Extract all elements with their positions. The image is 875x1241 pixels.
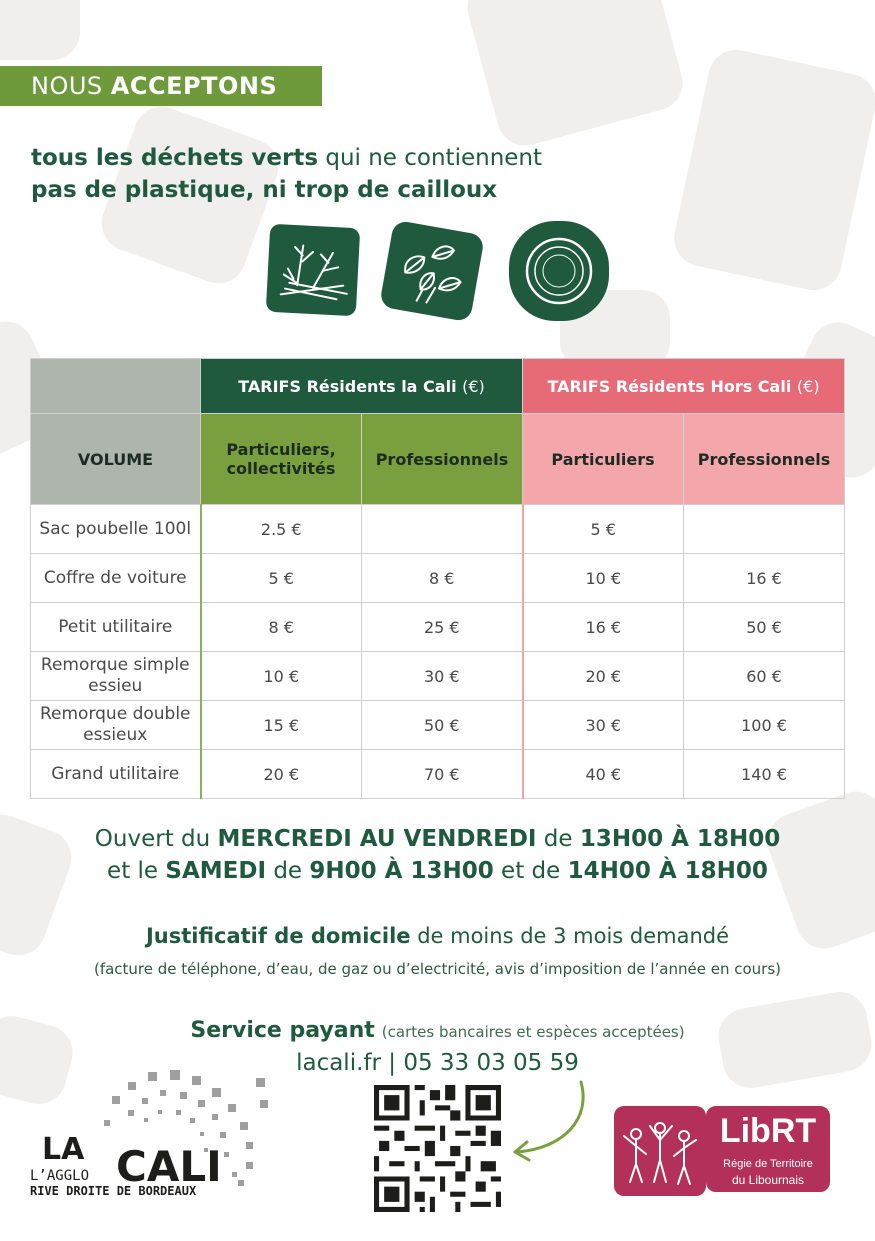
arrow-icon [505,1078,595,1168]
price-cell: 16 € [684,554,845,603]
justificatif-line [0,924,875,948]
hours-time: 13H00 À 18H00 [579,826,781,852]
volume-label: Coffre de voiture [31,554,201,603]
justificatif-rest: de moins de 3 mois demandé [410,924,730,948]
price-cell: 5 € [201,554,362,603]
table-row [31,505,845,554]
background-shape [0,0,80,60]
contact-line[interactable]: lacali.fr | 05 33 03 05 59 [296,1050,579,1076]
lacali-rive: RIVE DROITE DE BORDEAUX [30,1184,197,1198]
price-cell: 70 € [362,750,523,799]
price-cell: 8 € [362,554,523,603]
qr-code[interactable] [374,1085,501,1212]
banner-bold: ACCEPTONS [110,72,278,100]
price-cell: 30 € [362,652,523,701]
table-corner [31,359,201,414]
volume-label: Petit utilitaire [31,603,201,652]
col-professionnels-hors: Professionnels [684,414,845,505]
price-cell: 20 € [523,652,684,701]
col-particuliers-cali: Particuliers, collectivités [201,414,362,505]
tree-log-icon [509,221,609,321]
table-row [31,750,845,799]
price-cell: 40 € [523,750,684,799]
currency-label: (€) [462,376,485,396]
price-cell: 50 € [684,603,845,652]
volume-label: Remorque double essieux [31,701,201,750]
price-cell: 25 € [362,603,523,652]
intro-rest-1: qui ne contiennent [318,145,543,171]
table-row [31,554,845,603]
service-bold: Service payant [190,1018,375,1043]
lacali-cali: CALI [116,1142,222,1191]
price-cell: 20 € [201,750,362,799]
justificatif-bold: Justificatif de domicile [145,924,411,948]
intro-text [31,142,542,206]
hours-days: MERCREDI AU VENDREDI [217,826,537,852]
price-cell [362,505,523,554]
table-row [31,652,845,701]
volume-label: Grand utilitaire [31,750,201,799]
lacali-logo [20,1060,280,1210]
leaves-icon [379,220,485,323]
group-header-hors [523,359,845,414]
intro-line-1 [31,142,542,174]
intro-bold-1: tous les déchets verts [31,145,319,171]
price-cell: 8 € [201,603,362,652]
intro-bold-2: pas de plastique, ni trop de cailloux [31,177,498,203]
price-cell: 100 € [684,701,845,750]
hours-text: de [536,826,580,852]
group-header-lacali [201,359,523,414]
justificatif-note: (facture de téléphone, d’eau, de gaz ou d’electricité, avis d’imposition de l’année en cours) [93,960,782,978]
volume-label: Sac poubelle 100l [31,505,201,554]
price-cell: 30 € [523,701,684,750]
col-professionnels-cali: Professionnels [362,414,523,505]
pricing-table [30,358,845,799]
librt-text-panel [706,1106,830,1192]
price-cell: 50 € [362,701,523,750]
group-label-hors: TARIFS Résidents Hors Cali [547,376,792,396]
volume-header: VOLUME [31,414,201,505]
hours-text: Ouvert du [94,826,218,852]
price-cell: 140 € [684,750,845,799]
price-cell: 2.5 € [201,505,362,554]
background-shape [461,0,689,152]
branches-icon [266,224,360,317]
price-cell: 10 € [523,554,684,603]
banner-prefix: NOUS [31,72,103,100]
hours-text: et le [107,858,166,884]
price-cell: 16 € [523,603,684,652]
hours-days: SAMEDI [165,858,267,884]
librt-logo [614,1102,834,1197]
currency-label: (€) [796,376,820,396]
hours-time: 14H00 À 18H00 [567,858,768,884]
background-shape [669,45,875,296]
librt-line-1: Régie de Territoire [723,1158,813,1170]
banner-accept [0,66,322,106]
lacali-agglo: L’AGGLO [30,1168,90,1184]
price-cell: 5 € [523,505,684,554]
table-row [31,603,845,652]
group-label-lacali: TARIFS Résidents la Cali [238,376,457,396]
service-note: (cartes bancaires et espèces acceptées) [381,1023,685,1041]
librt-figure-panel [614,1106,706,1196]
qr-code-icon [374,1085,501,1212]
librt-name: LibRT [719,1112,817,1150]
price-cell: 10 € [201,652,362,701]
volume-label: Remorque simple essieu [31,652,201,701]
intro-line-2 [31,174,542,206]
table-row [31,701,845,750]
hours-line-2 [0,856,875,887]
people-figures-icon [614,1106,706,1196]
librt-line-2: du Libournais [731,1173,805,1187]
hours-time: 9H00 À 13H00 [309,858,494,884]
hours-text: de [266,858,310,884]
service-line [0,1018,875,1043]
hours-line-1 [0,824,875,855]
price-cell: 60 € [684,652,845,701]
hours-text: et de [493,858,568,884]
price-cell: 15 € [201,701,362,750]
price-cell [684,505,845,554]
lacali-la: LA [42,1132,85,1167]
col-particuliers-hors: Particuliers [523,414,684,505]
